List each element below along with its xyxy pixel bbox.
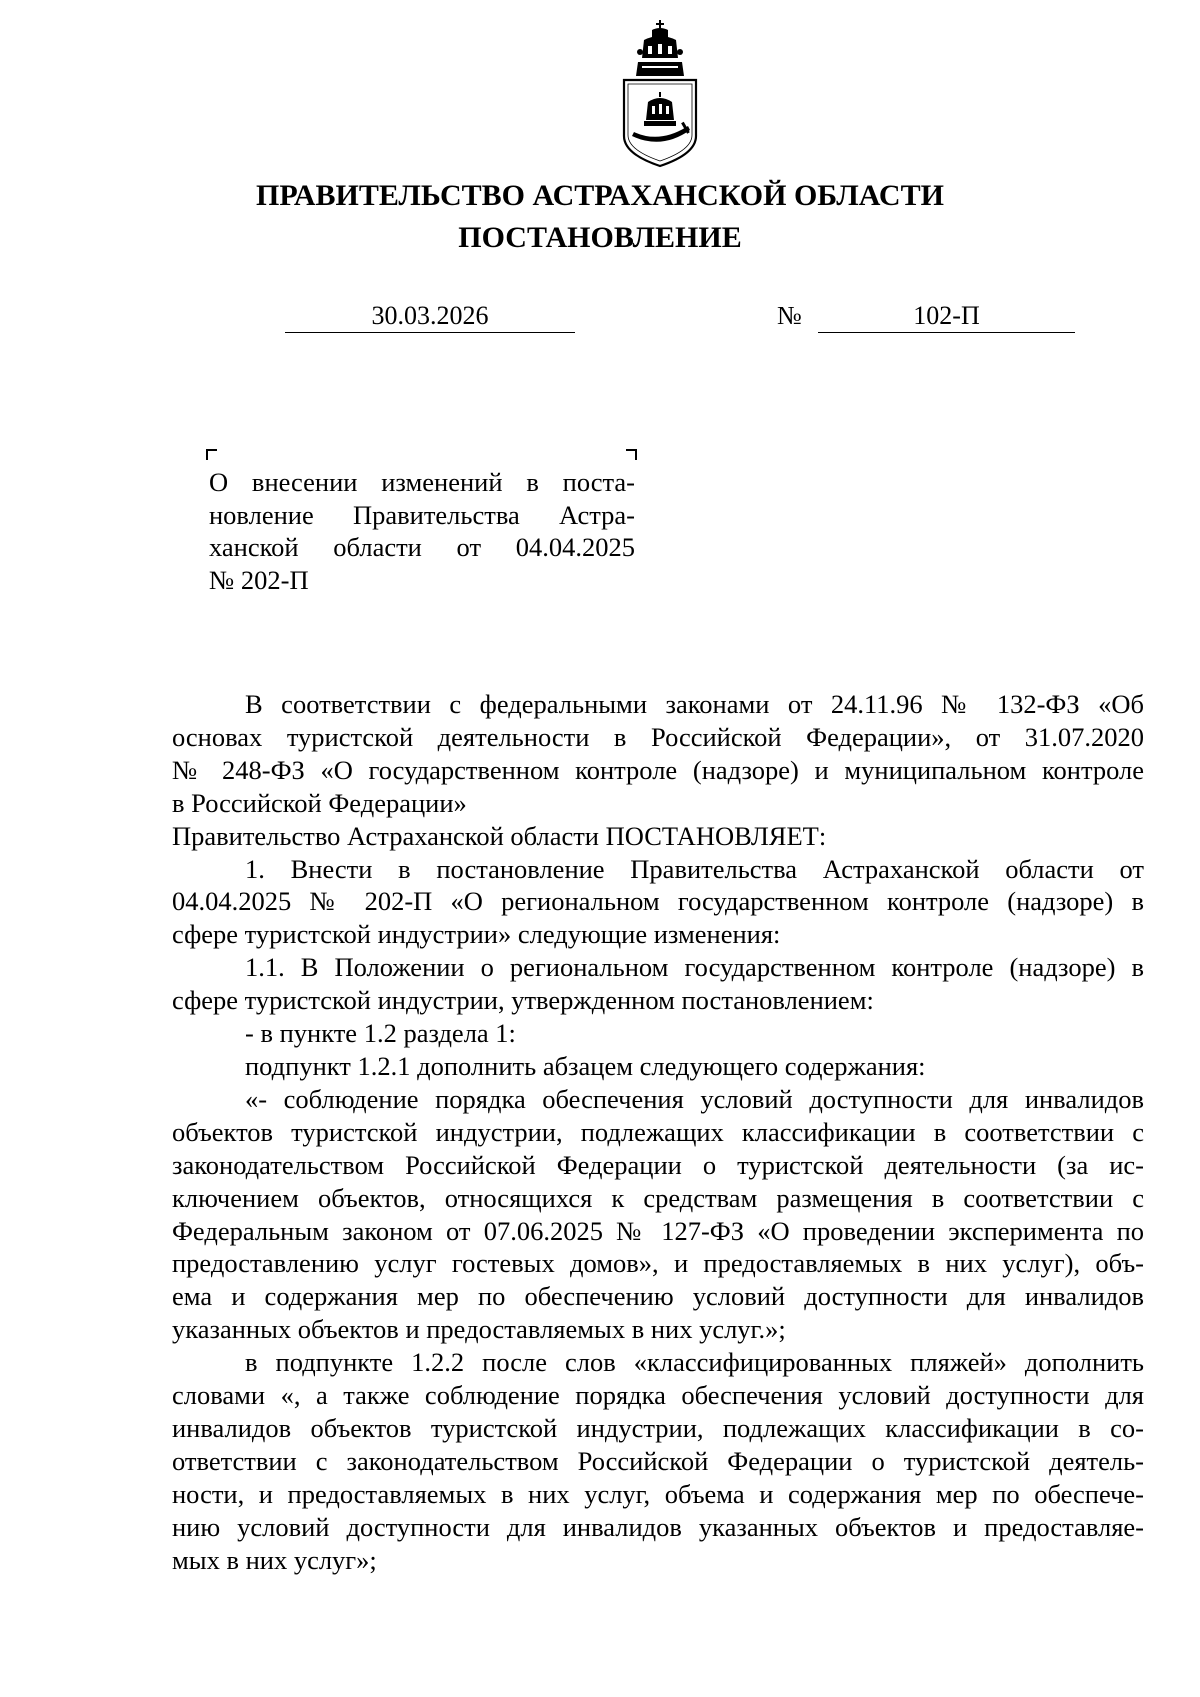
body-line: подпункт 1.2.1 дополнить абзацем следующего содержания: <box>245 1050 926 1081</box>
body-line: в Российской Федерации» <box>172 787 467 818</box>
body-line: ема и содержания мер по обеспечению условий доступности для инвалидов <box>172 1281 1144 1312</box>
body-line: основах туристской деятельности в Российской Федерации», от 31.07.2020 <box>172 721 1144 752</box>
document-subject <box>209 466 635 596</box>
body-line: «- соблюдение порядка обеспечения условий доступности для инвалидов <box>245 1083 1144 1114</box>
organization-title: ПРАВИТЕЛЬСТВО АСТРАХАНСКОЙ ОБЛАСТИ <box>256 179 944 212</box>
document-type: ПОСТАНОВЛЕНИЕ <box>458 221 742 254</box>
body-line: В соответствии с федеральными законами от 24.11.96 № 132-ФЗ «Об <box>245 689 1144 719</box>
body-line: ключением объектов, относящихся к средствам размещения в соответствии с <box>172 1182 1144 1213</box>
body-line: указанных объектов и предоставляемых в них услуг.»; <box>172 1314 786 1345</box>
body-line: - в пункте 1.2 раздела 1: <box>245 1018 516 1049</box>
body-line: в подпункте 1.2.2 после слов «классифицированных пляжей» дополнить <box>245 1347 1144 1378</box>
body-line: Правительство Астраханской области ПОСТАНОВЛЯЕТ: <box>172 820 827 851</box>
body-line: законодательством Российской Федерации о туристской деятельности (за ис- <box>172 1149 1144 1180</box>
body-line: объектов туристской индустрии, подлежащих классификации в соответствии с <box>172 1116 1144 1147</box>
subject-line: О внесении изменений в поста- <box>209 467 635 497</box>
body-line: 04.04.2025 № 202-П «О региональном государственном контроле (надзоре) в <box>172 886 1144 917</box>
body-line: ответствии с законодательством Российской Федерации о туристской деятель- <box>172 1445 1144 1476</box>
body-line: сфере туристской индустрии, утвержденном постановлением: <box>172 985 874 1016</box>
body-line: нию условий доступности для инвалидов указанных объектов и предоставляе- <box>172 1511 1144 1542</box>
subject-line: № 202-П <box>209 564 309 595</box>
document-number-label: № <box>777 301 802 330</box>
subject-line: новление Правительства Астра- <box>209 499 635 530</box>
astrakhan-coat-of-arms-icon <box>618 18 702 168</box>
body-line: ности, и предоставляемых в них услуг, объема и содержания мер по обеспече- <box>172 1478 1144 1509</box>
body-line: 1.1. В Положении о региональном государственном контроле (надзоре) в <box>245 952 1144 983</box>
body-line: № 248-ФЗ «О государственном контроле (надзоре) и муниципальном контроле <box>172 754 1144 785</box>
body-line: сфере туристской индустрии» следующие изменения: <box>172 919 781 950</box>
body-line: предоставлению услуг гостевых домов», и предоставляемых в них услуг), объ- <box>172 1248 1144 1279</box>
body-line: 1. Внести в постановление Правительства Астраханской области от <box>245 853 1144 884</box>
document-body <box>172 688 1144 1576</box>
subject-corner-left <box>206 449 217 460</box>
body-line: инвалидов объектов туристской индустрии, подлежащих классификации в со- <box>172 1412 1144 1443</box>
body-line: словами «, а также соблюдение порядка обеспечения условий доступности для <box>172 1380 1144 1411</box>
document-number: 102-П <box>818 300 1075 333</box>
subject-corner-right <box>626 449 637 460</box>
body-line: Федеральным законом от 07.06.2025 № 127-ФЗ «О проведении эксперимента по <box>172 1215 1144 1246</box>
document-date: 30.03.2026 <box>285 300 575 333</box>
body-line: мых в них услуг»; <box>172 1544 377 1575</box>
subject-line: ханской области от 04.04.2025 <box>209 532 635 562</box>
